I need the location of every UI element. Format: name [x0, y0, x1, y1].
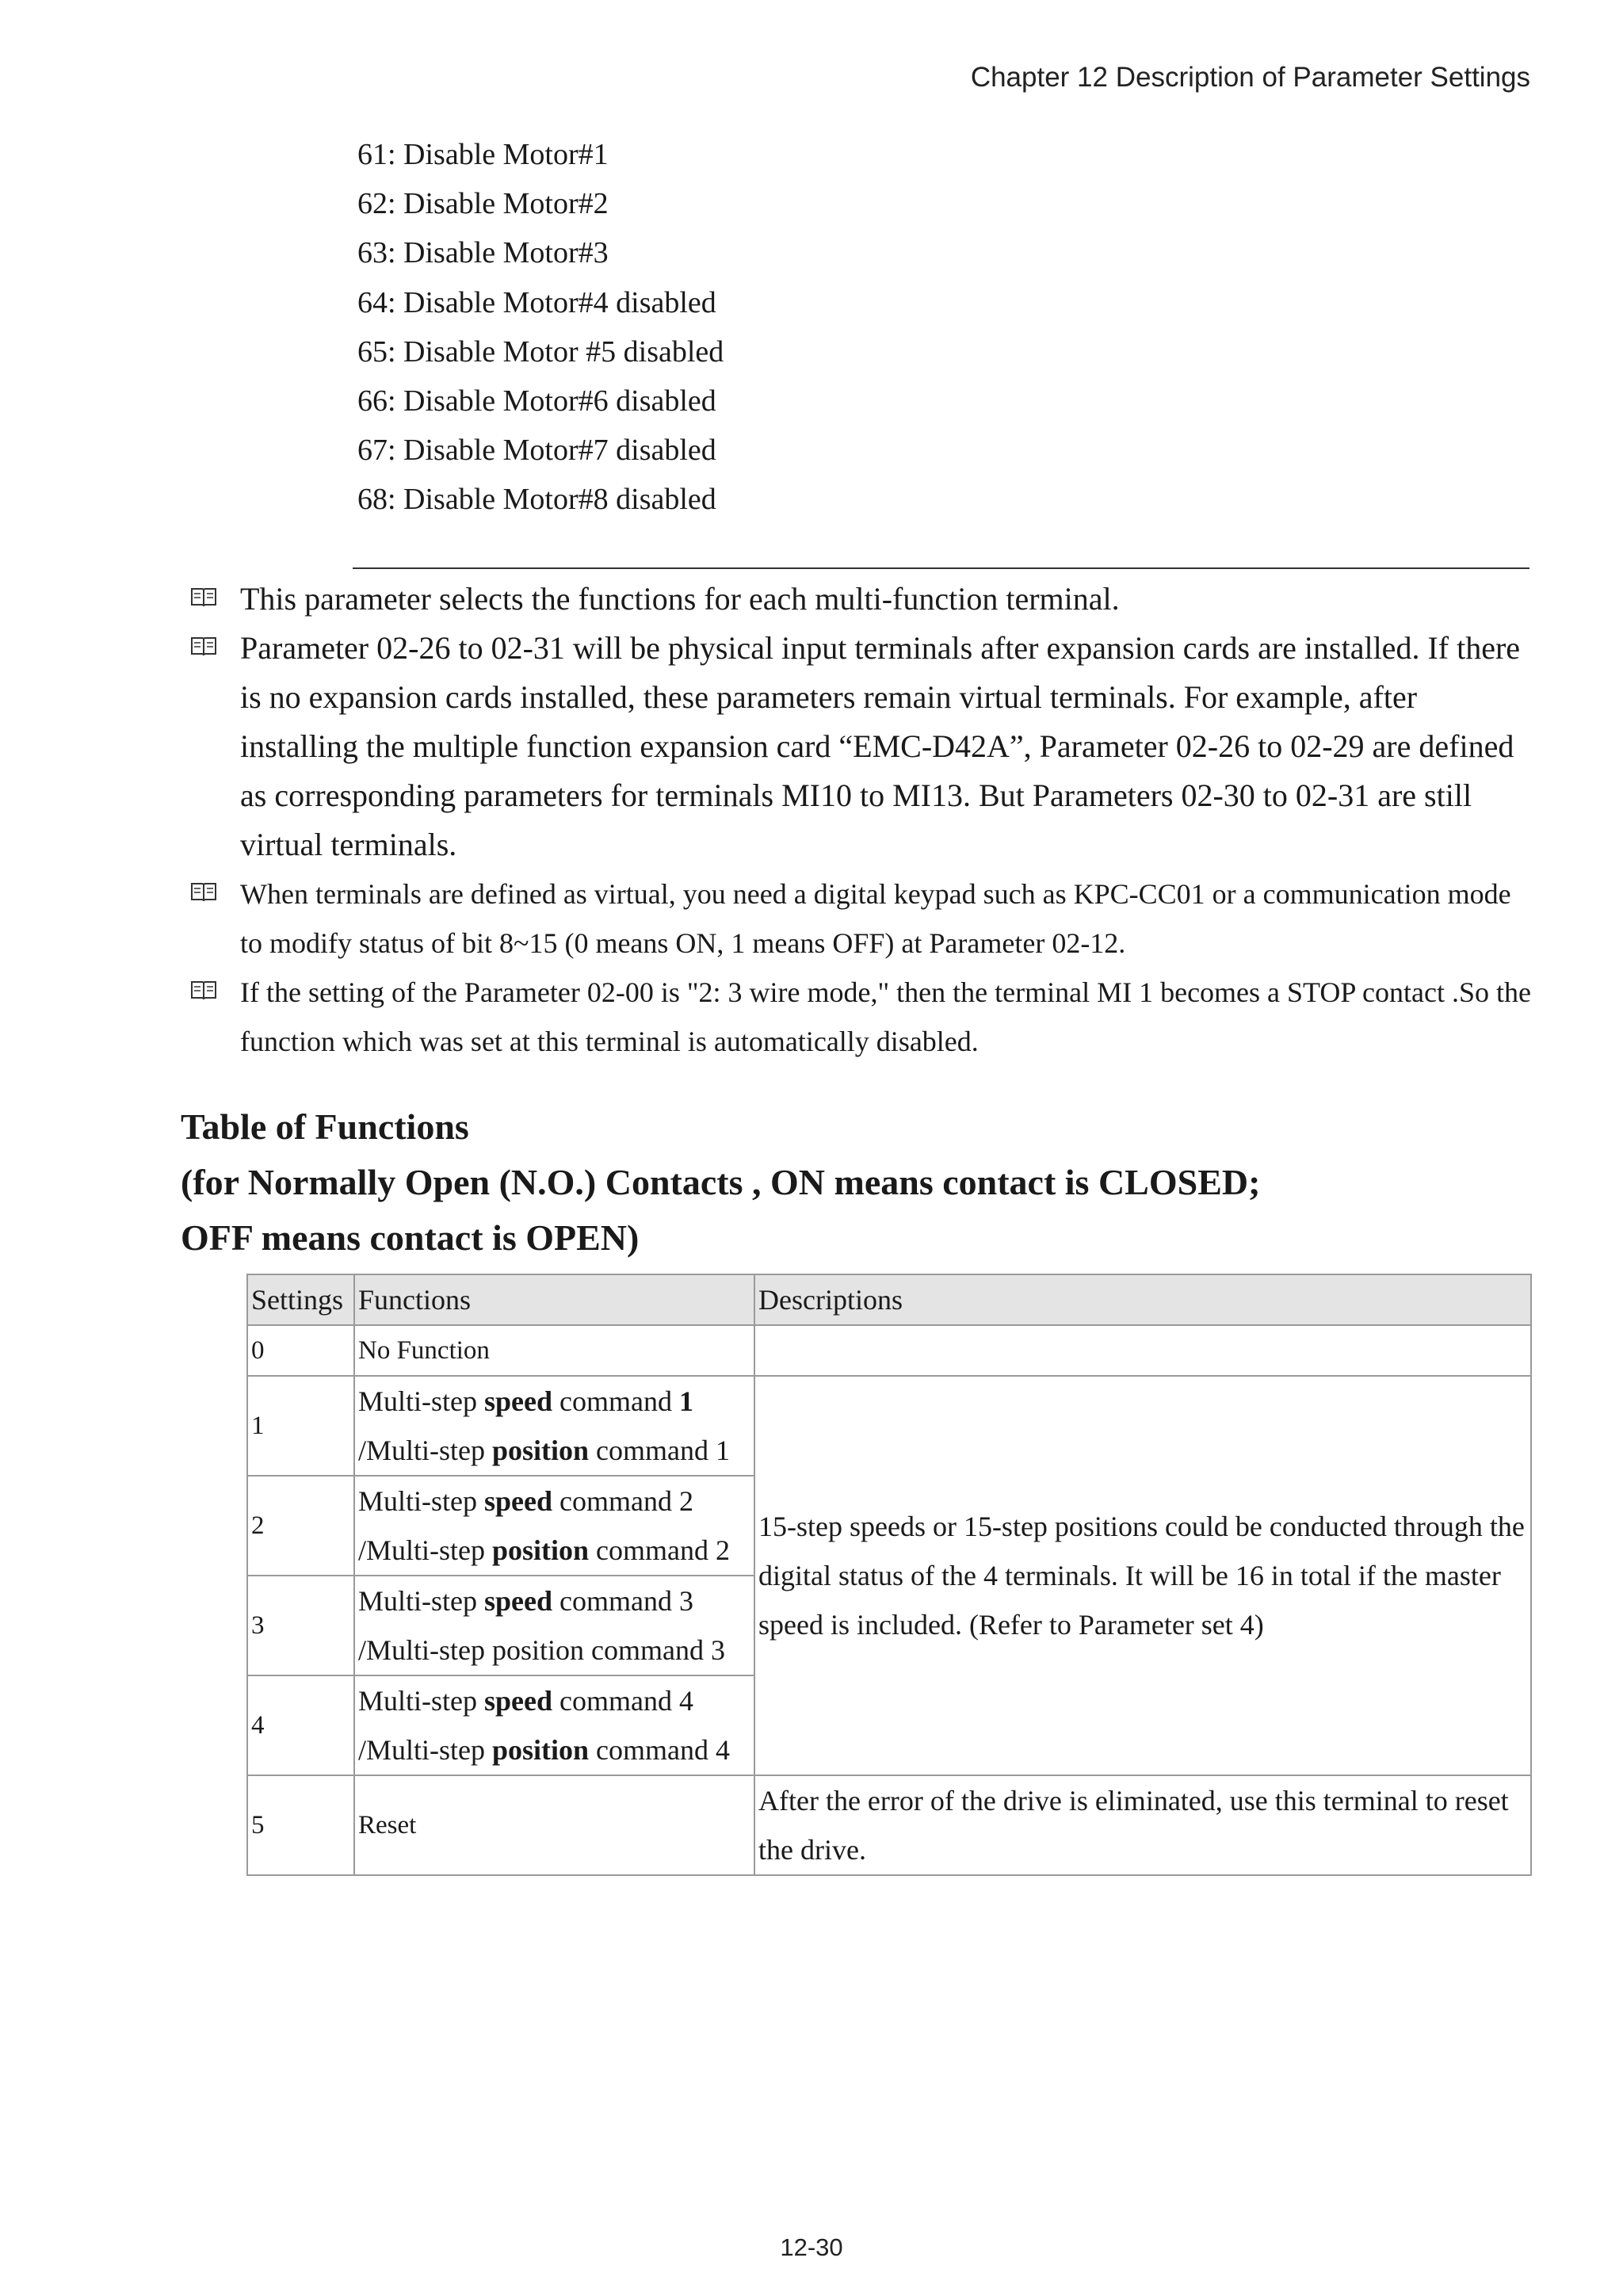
note-text: When terminals are defined as virtual, you need a digital keypad such as KPC-CC01 or a communication mode to modify status of bit 8~15 (0 means ON, 1 means OFF) at Parameter 02-12. — [240, 878, 1511, 959]
note-text: This parameter selects the functions for each multi-function terminal. — [240, 581, 1120, 617]
book-icon — [190, 979, 217, 1001]
text-run: command 4 — [552, 1685, 693, 1717]
description-cell — [754, 1325, 1531, 1376]
text-run: command 2 — [552, 1485, 693, 1517]
text-run: command — [552, 1385, 679, 1417]
function-line — [358, 1576, 750, 1626]
text-run: command 2 — [589, 1534, 731, 1566]
bold-text: speed — [484, 1485, 553, 1517]
function-cell — [354, 1476, 754, 1576]
note-item — [190, 624, 1537, 869]
description-cell: After the error of the drive is eliminated, use this terminal to reset the drive. — [754, 1775, 1531, 1875]
book-icon — [190, 635, 217, 657]
bold-text: position — [492, 1734, 590, 1766]
function-line — [358, 1426, 750, 1475]
section-title-line: OFF means contact is OPEN) — [181, 1217, 640, 1258]
book-icon — [190, 881, 217, 903]
column-header-settings: Settings — [247, 1274, 354, 1325]
text-run: Multi-step — [358, 1485, 484, 1517]
chapter-header: Chapter 12 Description of Parameter Settings — [970, 62, 1530, 93]
note-item — [190, 575, 1537, 624]
bold-text: speed — [484, 1385, 553, 1417]
text-run: Multi-step — [358, 1385, 484, 1417]
function-line — [358, 1626, 750, 1675]
note-text: If the setting of the Parameter 02-00 is "2: 3 wire mode," then the terminal MI 1 becomes a STOP contact .So the function which was set at this terminal is automatically disabled. — [240, 976, 1531, 1057]
option-item: 62: Disable Motor#2 — [357, 187, 609, 221]
function-cell — [354, 1325, 754, 1376]
option-item: 67: Disable Motor#7 disabled — [357, 434, 716, 468]
option-item: 61: Disable Motor#1 — [357, 138, 609, 171]
text-run: Multi-step — [358, 1685, 484, 1717]
functions-table — [246, 1274, 1532, 1876]
function-line — [358, 1676, 750, 1725]
bold-text: speed — [484, 1685, 553, 1717]
function-line — [358, 1801, 750, 1850]
page-number: 12-30 — [780, 2233, 843, 2261]
function-cell — [354, 1576, 754, 1675]
bold-text: 1 — [678, 1385, 693, 1417]
text-run: /Multi-step — [358, 1534, 492, 1566]
option-item: 66: Disable Motor#6 disabled — [357, 384, 716, 418]
option-item: 65: Disable Motor #5 disabled — [357, 334, 724, 369]
option-list — [357, 130, 724, 525]
setting-cell: 4 — [247, 1675, 354, 1775]
section-title-line: Table of Functions — [181, 1106, 469, 1147]
function-line — [358, 1526, 750, 1575]
bold-text: position — [492, 1435, 590, 1466]
text-run: /Multi-step — [358, 1734, 492, 1766]
horizontal-divider — [353, 567, 1529, 569]
function-line — [358, 1477, 750, 1526]
text-run: command 1 — [589, 1435, 731, 1466]
section-title — [181, 1099, 1260, 1266]
setting-cell: 5 — [247, 1775, 354, 1875]
section-title-line: (for Normally Open (N.O.) Contacts , ON means contact is CLOSED; — [181, 1162, 1261, 1202]
setting-cell: 1 — [247, 1376, 354, 1476]
text-run: Reset — [358, 1811, 417, 1839]
note-item — [190, 869, 1537, 968]
column-header-functions: Functions — [354, 1274, 754, 1325]
column-header-descriptions: Descriptions — [754, 1274, 1531, 1325]
note-item — [190, 968, 1537, 1066]
text-run: /Multi-step — [358, 1435, 492, 1466]
function-cell — [354, 1775, 754, 1875]
setting-cell: 2 — [247, 1476, 354, 1576]
table-row — [247, 1325, 1531, 1376]
book-icon — [190, 586, 217, 608]
table-row — [247, 1376, 1531, 1476]
text-run: Multi-step — [358, 1585, 484, 1617]
option-item: 63: Disable Motor#3 — [357, 236, 609, 270]
function-line — [358, 1326, 750, 1375]
option-item: 64: Disable Motor#4 disabled — [357, 285, 716, 319]
bold-text: speed — [484, 1585, 553, 1617]
option-item: 68: Disable Motor#8 disabled — [357, 483, 716, 517]
bold-text: position — [492, 1534, 590, 1566]
note-text: Parameter 02-26 to 02-31 will be physical input terminals after expansion cards are installed. If there is no expansion cards installed, these parameters remain virtual terminals. For example, after installing the multiple function expansion card “EMC-D42A”, Parameter 02-26 to 02-29 are defined as corresponding parameters for terminals MI10 to MI13. But Parameters 02-30 to 02-31 are still virtual terminals. — [240, 630, 1521, 862]
setting-cell: 3 — [247, 1576, 354, 1675]
setting-cell: 0 — [247, 1325, 354, 1376]
merged-description-cell: 15-step speeds or 15-step positions could be conducted through the digital status of the 4 terminals. It will be 16 in total if the master speed is included. (Refer to Parameter set 4) — [754, 1376, 1531, 1775]
table-header-row — [247, 1274, 1531, 1325]
function-line — [358, 1725, 750, 1775]
text-run: /Multi-step position command 3 — [358, 1634, 725, 1666]
function-cell — [354, 1376, 754, 1476]
table-row — [247, 1775, 1531, 1875]
text-run: No Function — [358, 1336, 490, 1365]
text-run: command 3 — [552, 1585, 693, 1617]
text-run: command 4 — [589, 1734, 731, 1766]
notes-list — [190, 575, 1537, 1066]
function-line — [358, 1377, 750, 1426]
function-cell — [354, 1675, 754, 1775]
